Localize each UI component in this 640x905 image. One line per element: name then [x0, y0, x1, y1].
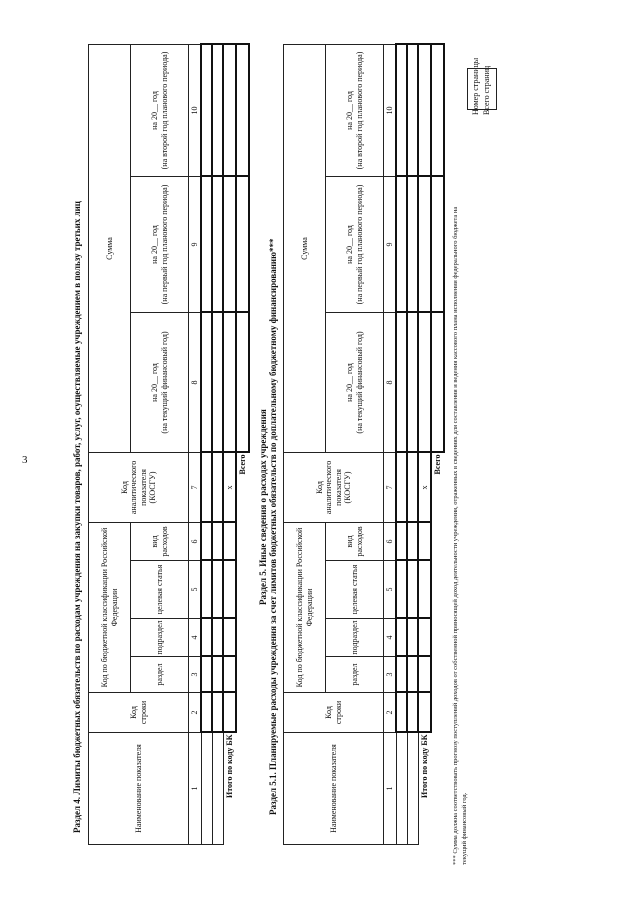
total-bk-label: Итого по коду БК — [420, 734, 430, 798]
total-label: Всего — [238, 454, 248, 475]
col-num: 3 — [384, 657, 397, 693]
footnote-line2: текущий финансовый год. — [461, 792, 468, 865]
header-summa: Сумма — [284, 44, 326, 452]
table-row — [201, 44, 212, 844]
header-year1: на 20__ год (на текущий финансовый год) — [131, 312, 189, 452]
header-bk-group: Код по бюджетной классификации Российской Федерации — [89, 522, 131, 692]
total-pages-label: Всего страниц — [482, 65, 492, 115]
col-num: 7 — [384, 452, 397, 522]
header-summa: Сумма — [89, 44, 131, 452]
total-label: Всего — [433, 454, 443, 475]
header-kosgu: Код аналитического показателя (КОСГУ) — [284, 452, 384, 522]
total-bk-label: Итого по коду БК — [225, 734, 235, 798]
section5-subtitle: Раздел 5.1. Планируемые расходы учреждения за счет лимитов бюджетных обязательств по доплательному бюджетному финансированию*** — [268, 238, 278, 815]
col-num: 1 — [384, 733, 397, 845]
col-num: 8 — [189, 312, 202, 452]
section4-table — [88, 43, 250, 845]
col-num: 2 — [384, 693, 397, 733]
col-num: 1 — [189, 733, 202, 845]
total-bk-row — [418, 44, 431, 844]
col-num: 4 — [384, 619, 397, 657]
col-num: 9 — [384, 176, 397, 312]
total-row — [236, 44, 248, 844]
header-code: Код строки — [89, 693, 189, 733]
col-num: 4 — [189, 619, 202, 657]
header-vid: вид расходов — [326, 522, 384, 560]
header-cel: целевая статья — [326, 561, 384, 619]
header-cel: целевая статья — [131, 561, 189, 619]
header-year1: на 20__ год (на текущий финансовый год) — [326, 312, 384, 452]
header-bk-group: Код по бюджетной классификации Российской Федерации — [284, 522, 326, 692]
header-name: Наименование показателя — [89, 733, 189, 845]
section5-table — [283, 43, 445, 845]
page-number-label: Номер страницы — [471, 57, 480, 115]
table-row — [407, 44, 418, 844]
x-mark: х — [223, 452, 236, 522]
footnote-line1: *** Сумма должна соответствовать прогнозу поступлений доходов от собственной приносящей доход деятельности учреждения, отраженных в сведениях для составления и ведения кассового плана исполнения федерального бюджета на — [452, 206, 459, 865]
x-mark: х — [418, 452, 431, 522]
header-year3: на 20__ год (на второй год планового периода) — [131, 44, 189, 176]
section4-title: Раздел 4. Лимиты бюджетных обязательств по расходам учреждения на закупки товаров, работ, услуг, осуществляемые учреждением в пользу третьих лиц — [72, 201, 82, 833]
header-kosgu: Код аналитического показателя (КОСГУ) — [89, 452, 189, 522]
header-name: Наименование показателя — [284, 733, 384, 845]
table-row — [396, 44, 407, 844]
header-podrazdel: подраздел — [131, 619, 189, 657]
header-razdel: раздел — [131, 657, 189, 693]
section5-title: Раздел 5. Иные сведения о расходах учреждения — [258, 409, 268, 605]
col-num: 6 — [189, 522, 202, 560]
col-num: 6 — [384, 522, 397, 560]
col-num: 5 — [384, 561, 397, 619]
col-num: 8 — [384, 312, 397, 452]
column-numbers-row — [189, 44, 202, 844]
col-num: 5 — [189, 561, 202, 619]
header-razdel: раздел — [326, 657, 384, 693]
page-number: 3 — [22, 454, 28, 466]
header-podrazdel: подраздел — [326, 619, 384, 657]
table-row — [212, 44, 223, 844]
header-code: Код строки — [284, 693, 384, 733]
col-num: 7 — [189, 452, 202, 522]
header-vid: вид расходов — [131, 522, 189, 560]
col-num: 2 — [189, 693, 202, 733]
total-bk-row — [223, 44, 236, 844]
col-num: 10 — [189, 44, 202, 176]
header-year2: на 20__ год (на первый год планового периода) — [326, 176, 384, 312]
col-num: 9 — [189, 176, 202, 312]
header-year3: на 20__ год (на второй год планового периода) — [326, 44, 384, 176]
col-num: 10 — [384, 44, 397, 176]
total-row — [431, 44, 443, 844]
column-numbers-row — [384, 44, 397, 844]
header-year2: на 20__ год (на первый год планового периода) — [131, 176, 189, 312]
page-number-box — [467, 68, 497, 110]
col-num: 3 — [189, 657, 202, 693]
